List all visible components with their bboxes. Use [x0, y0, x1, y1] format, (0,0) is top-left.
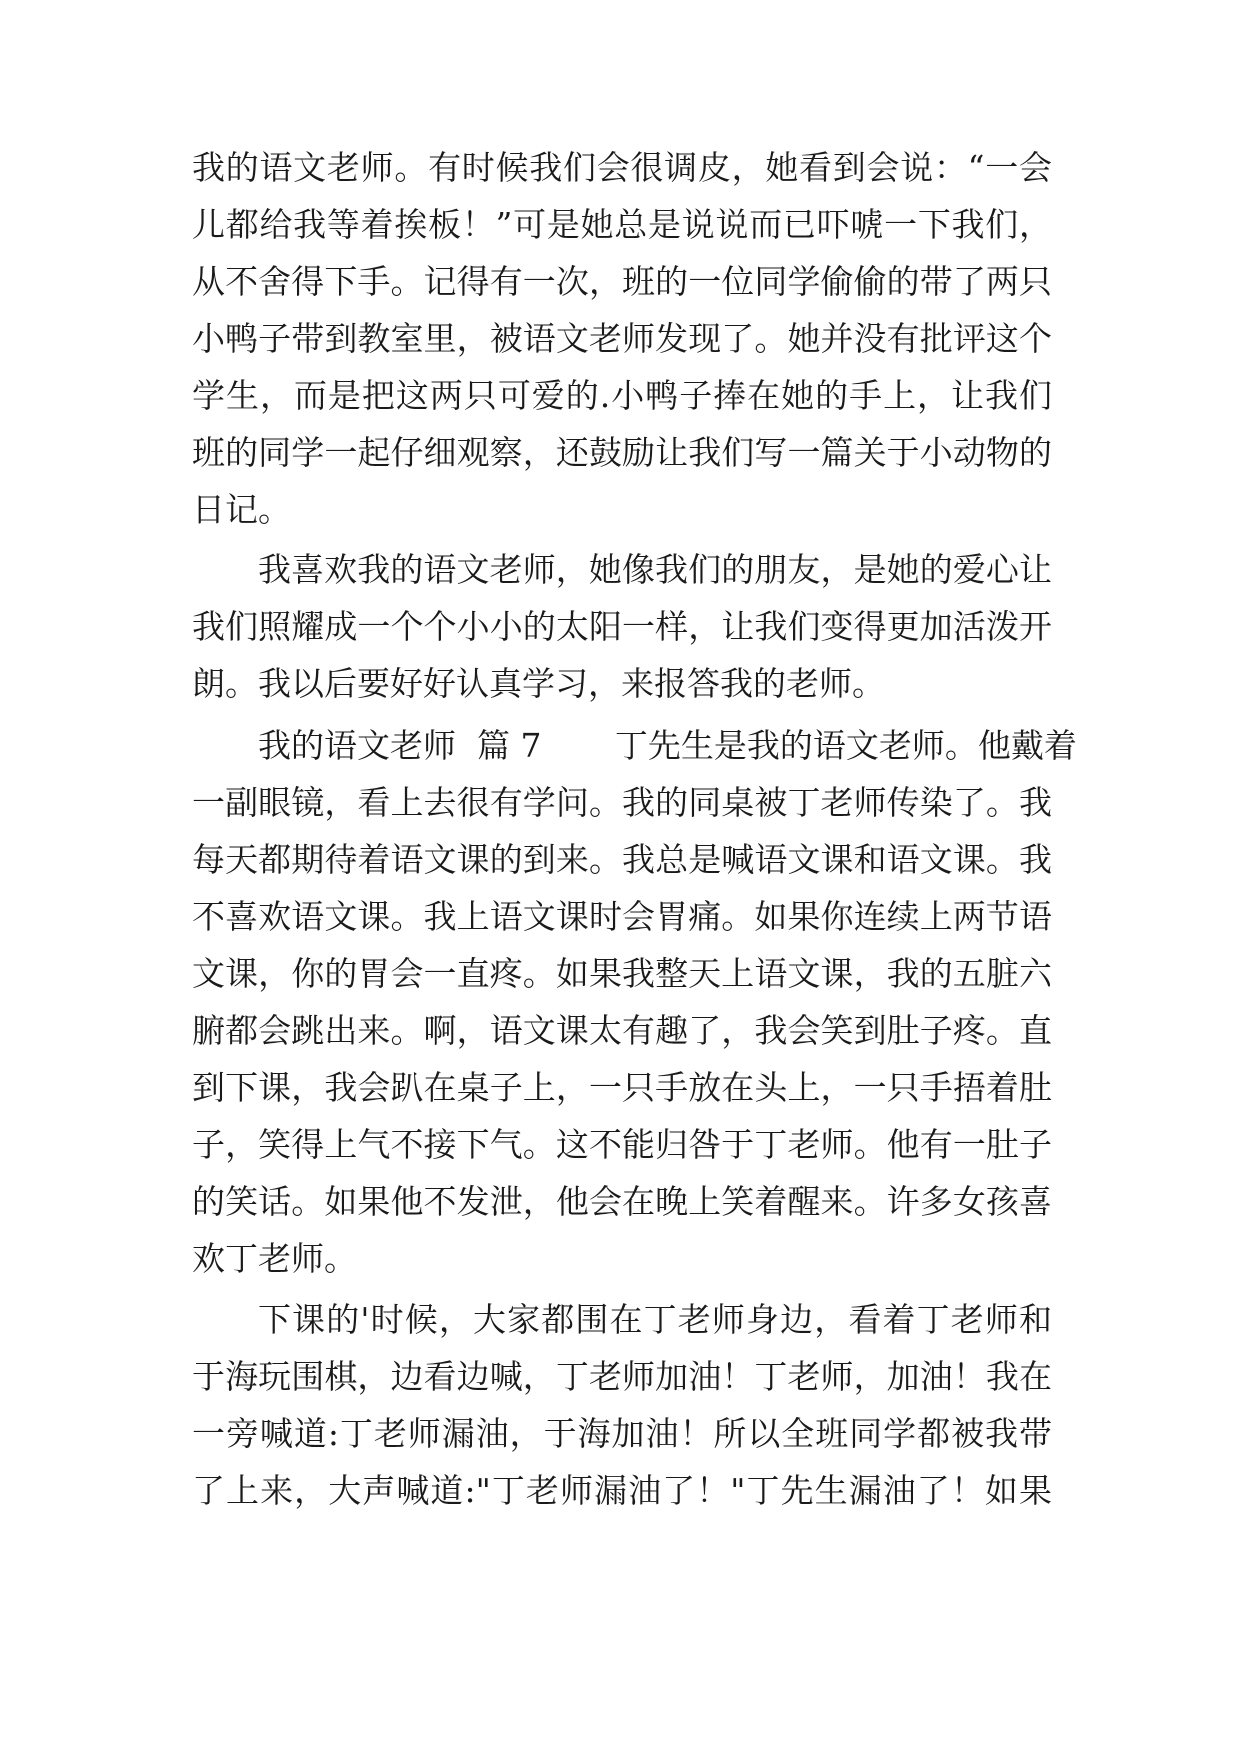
text-line: 了上来，大声喊道:"丁老师漏油了！"丁先生漏油了！如果 — [192, 1471, 1052, 1510]
text-line: 每天都期待着语文课的到来。我总是喊语文课和语文课。我 — [192, 840, 1052, 879]
text-line: 腑都会跳出来。啊，语文课太有趣了，我会笑到肚子疼。直 — [192, 1011, 1052, 1050]
text-line: 到下课，我会趴在桌子上，一只手放在头上，一只手捂着肚 — [192, 1068, 1052, 1107]
text-line: 学生，而是把这两只可爱的.小鸭子捧在她的手上，让我们 — [192, 376, 1052, 415]
text-line: 我的语文老师。有时候我们会很调皮，她看到会说：“一会 — [192, 148, 1052, 187]
text-line: 小鸭子带到教室里，被语文老师发现了。她并没有批评这个 — [192, 319, 1052, 358]
text-line: 我喜欢我的语文老师，她像我们的朋友，是她的爱心让 — [258, 550, 1052, 589]
text-line: 子，笑得上气不接下气。这不能归咎于丁老师。他有一肚子 — [192, 1125, 1052, 1164]
text-line: 一旁喊道:丁老师漏油，于海加油！所以全班同学都被我带 — [192, 1414, 1052, 1453]
text-line: 下课的'时候，大家都围在丁老师身边，看着丁老师和 — [258, 1300, 1052, 1339]
text-line: 于海玩围棋，边看边喊，丁老师加油！丁老师，加油！我在 — [192, 1357, 1052, 1396]
section-heading-line: 我的语文老师 篇 7 丁先生是我的语文老师。他戴着 — [258, 726, 1077, 765]
text-line: 从不舍得下手。记得有一次，班的一位同学偷偷的带了两只 — [192, 262, 1052, 301]
text-line: 一副眼镜，看上去很有学问。我的同桌被丁老师传染了。我 — [192, 783, 1052, 822]
text-line: 班的同学一起仔细观察，还鼓励让我们写一篇关于小动物的 — [192, 433, 1052, 472]
text-line: 不喜欢语文课。我上语文课时会胃痛。如果你连续上两节语 — [192, 897, 1052, 936]
text-line: 欢丁老师。 — [192, 1239, 357, 1278]
text-line: 日记。 — [192, 490, 291, 529]
text-line: 我们照耀成一个个小小的太阳一样，让我们变得更加活泼开 — [192, 607, 1052, 646]
text-line: 朗。我以后要好好认真学习，来报答我的老师。 — [192, 664, 885, 703]
text-line: 的笑话。如果他不发泄，他会在晚上笑着醒来。许多女孩喜 — [192, 1182, 1052, 1221]
text-line: 儿都给我等着挨板！”可是她总是说说而已吓唬一下我们， — [192, 205, 1052, 244]
text-line: 文课，你的胃会一直疼。如果我整天上语文课，我的五脏六 — [192, 954, 1052, 993]
